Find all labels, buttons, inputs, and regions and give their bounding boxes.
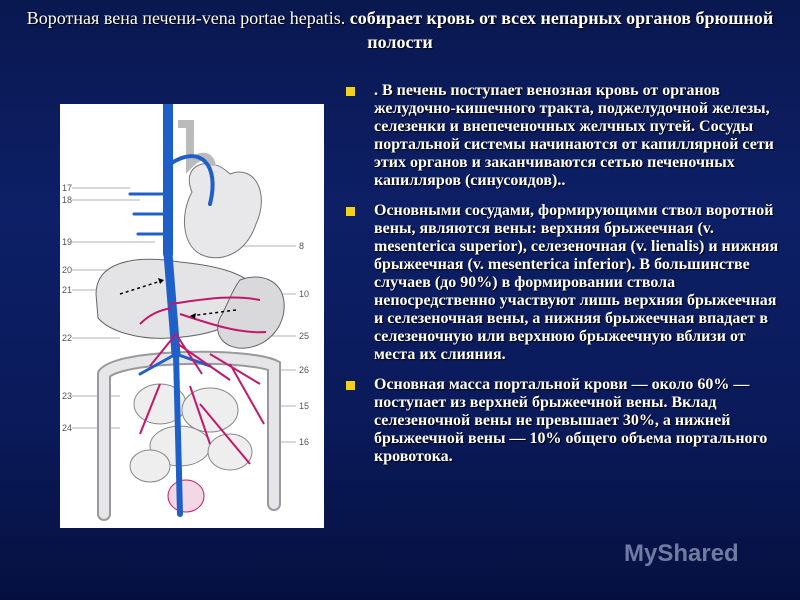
slide-title — [20, 6, 780, 54]
portal-vein-illustration — [60, 104, 324, 528]
title-normal: Воротная вена печени-vena portae hepatis. — [26, 8, 346, 28]
label-left-1: 18 — [62, 195, 73, 205]
label-right-1: 10 — [299, 289, 310, 299]
label-left-3: 20 — [62, 265, 73, 275]
bullet-text: Основными сосудами, формирующими ствол воротной вены, являются вены: верхняя брыжеечная (v. mesenterica superior), селезеночная (v. lienalis) и нижняя брыжеечная (v. mesenterica inferior). В большинстве случаев (до 90%) в формировании ствола непосредственно участвуют лишь верхняя брыжеечная и селезеночная вены, а нижняя брыжеечная впадает в селезеночную или верхнюю брыжеечную вблизи от места их слияния. — [374, 202, 779, 363]
watermark-logo — [624, 540, 739, 568]
bullet-list — [344, 82, 784, 478]
bullet-item — [344, 202, 784, 364]
bullet-item — [344, 376, 784, 466]
label-left-6: 23 — [62, 391, 73, 401]
anatomy-drawing — [60, 104, 324, 528]
label-left-7: 24 — [62, 423, 73, 433]
label-right-4: 15 — [299, 401, 310, 411]
title-bold: собирает кровь от всех непарных органов брюшной полости — [349, 8, 774, 52]
heart-shape — [184, 164, 261, 258]
bullet-square-icon — [346, 207, 355, 216]
label-right-5: 16 — [299, 437, 310, 447]
bullet-square-icon — [346, 87, 355, 96]
label-left-4: 21 — [62, 285, 73, 295]
label-left-0: 17 — [62, 183, 73, 193]
label-right-2: 25 — [299, 331, 310, 341]
bullet-text: . В печень поступает венозная кровь от органов желудочно-кишечного тракта, поджелудочной железы, селезенки и внепеченочных желчных путей. Сосуды портальной системы начинаются от капиллярной сети этих органов и заканчиваются сетью печеночных капилляров (синусоидов).. — [374, 82, 774, 189]
bullet-text: Основная масса портальной крови — около 60% — поступает из верхней брыжеечной вены. Вклад селезеночной вены не превышает 30%, а нижней брыжеечной вены — 10% общего объема портального кровотока. — [374, 376, 768, 465]
label-left-5: 22 — [62, 333, 73, 343]
label-right-0: 8 — [299, 241, 305, 251]
bullet-square-icon — [346, 381, 355, 390]
label-left-2: 19 — [62, 237, 73, 247]
label-right-3: 26 — [299, 365, 310, 375]
watermark-suffix: Shared — [657, 540, 739, 567]
bullet-item — [344, 82, 784, 190]
watermark-prefix: My — [624, 540, 658, 567]
